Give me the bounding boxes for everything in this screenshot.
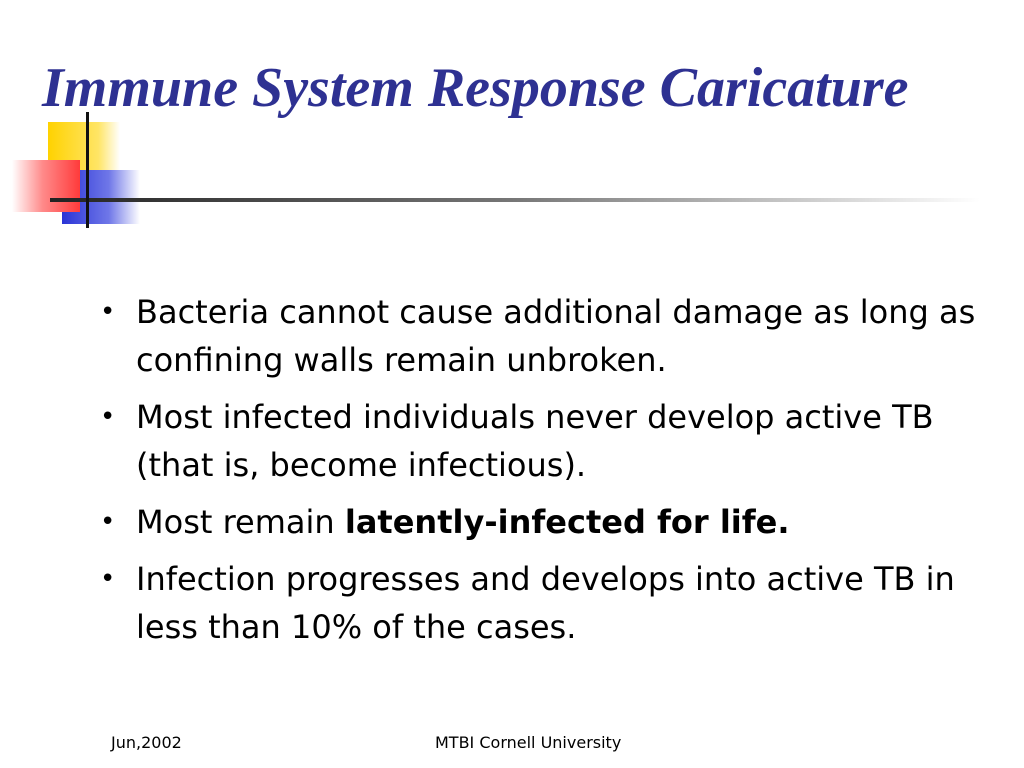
bullet-text: Infection progresses and develops into active TB in less than 10% of the cases. <box>136 560 955 646</box>
footer-date: Jun,2002 <box>111 733 182 752</box>
bullet-icon: • <box>100 564 116 594</box>
bullet-list <box>96 288 976 660</box>
bullet-item <box>96 393 976 489</box>
bullet-text-prefix: Most remain <box>136 503 345 541</box>
bullet-text-emphasis: latently-infected for life. <box>344 503 790 541</box>
footer-organization: MTBI Cornell University <box>435 733 622 752</box>
bullet-icon: • <box>100 507 116 537</box>
bullet-item <box>96 288 976 384</box>
vertical-rule <box>86 112 89 228</box>
bullet-icon: • <box>100 402 116 432</box>
bullet-text: Bacteria cannot cause additional damage as long as confining walls remain unbroken. <box>136 293 976 379</box>
slide-title: Immune System Response Caricature <box>42 57 909 119</box>
bullet-text: Most infected individuals never develop active TB (that is, become infectious). <box>136 398 934 484</box>
red-square <box>12 160 80 212</box>
bullet-icon: • <box>100 297 116 327</box>
horizontal-rule <box>50 198 980 202</box>
bullet-item <box>96 555 976 651</box>
bullet-item <box>96 498 976 546</box>
